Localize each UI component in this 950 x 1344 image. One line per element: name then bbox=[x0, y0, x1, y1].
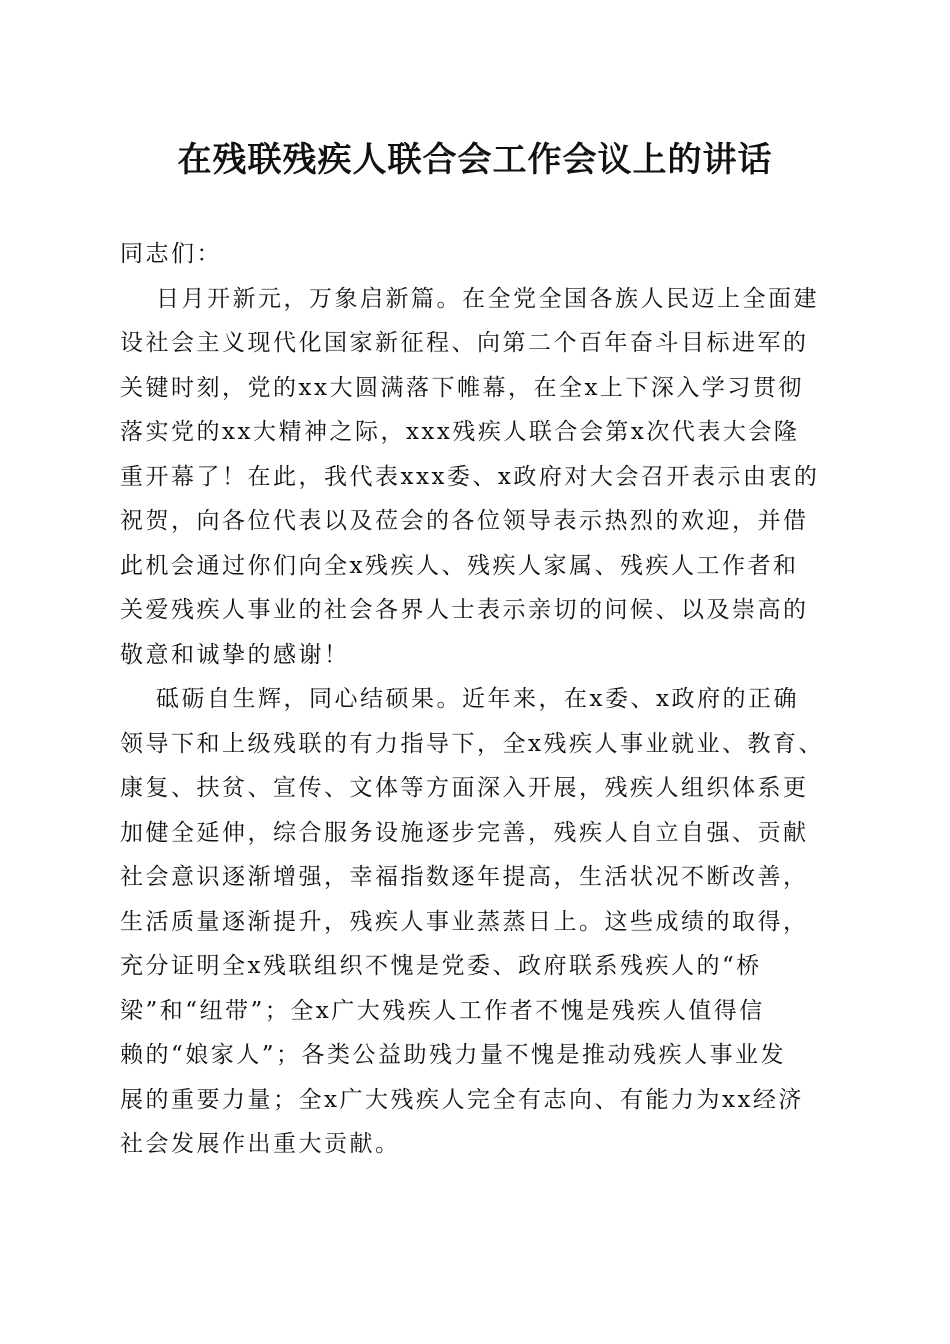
paragraph-line: 落实党的xx大精神之际，xxx残疾人联合会第x次代表大会隆 bbox=[120, 419, 800, 445]
paragraph-line: 社会意识逐渐增强，幸福指数逐年提高，生活状况不断改善， bbox=[120, 864, 809, 890]
paragraph-line: 关键时刻，党的xx大圆满落下帷幕，在全x上下深入学习贯彻 bbox=[120, 374, 804, 401]
paragraph-line: 敬意和诚挚的感谢！ bbox=[120, 641, 350, 668]
paragraph-line: 重开幕了！在此，我代表xxx委、x政府对大会召开表示由衷的 bbox=[120, 463, 820, 490]
paragraph-line: 展的重要力量；全x广大残疾人完全有志向、有能力为xx经济 bbox=[120, 1086, 804, 1113]
paragraph-1 bbox=[120, 277, 832, 678]
paragraph-line: 领导下和上级残联的有力指导下，全x残疾人事业就业、教育、 bbox=[120, 730, 824, 757]
paragraph-line: 赖的“娘家人”；各类公益助残力量不愧是推动残疾人事业发 bbox=[120, 1042, 787, 1068]
paragraph-line: 加健全延伸，综合服务设施逐步完善，残疾人自立自强、贡献 bbox=[120, 819, 809, 846]
paragraph-line: 关爱残疾人事业的社会各界人士表示亲切的问候、以及崇高的 bbox=[120, 597, 809, 623]
paragraph-line: 设社会主义现代化国家新征程、向第二个百年奋斗目标进军的 bbox=[120, 330, 809, 356]
paragraph-line: 生活质量逐渐提升，残疾人事业蒸蒸日上。这些成绩的取得， bbox=[120, 908, 809, 935]
paragraph-line: 梁”和“纽带”；全x广大残疾人工作者不愧是残疾人值得信 bbox=[120, 997, 765, 1024]
document-title: 在残联残疾人联合会工作会议上的讲话 bbox=[177, 140, 773, 180]
paragraph-line: 充分证明全x残联组织不愧是党委、政府联系残疾人的“桥 bbox=[120, 953, 762, 979]
paragraph-line: 日月开新元，万象启新篇。在全党全国各族人民迈上全面建 bbox=[156, 285, 819, 312]
document-body bbox=[120, 232, 832, 1167]
greeting: 同志们： bbox=[120, 241, 222, 267]
paragraph-line: 康复、扶贫、宣传、文体等方面深入开展，残疾人组织体系更 bbox=[120, 775, 809, 801]
paragraph-2 bbox=[120, 677, 832, 1167]
paragraph-line: 砥砺自生辉，同心结硕果。近年来，在x委、x政府的正确 bbox=[156, 686, 799, 712]
paragraph-line: 社会发展作出重大贡献。 bbox=[120, 1131, 401, 1157]
paragraph-line: 祝贺，向各位代表以及莅会的各位领导表示热烈的欢迎，并借 bbox=[120, 508, 809, 534]
paragraph-line: 此机会通过你们向全x残疾人、残疾人家属、残疾人工作者和 bbox=[120, 552, 799, 579]
